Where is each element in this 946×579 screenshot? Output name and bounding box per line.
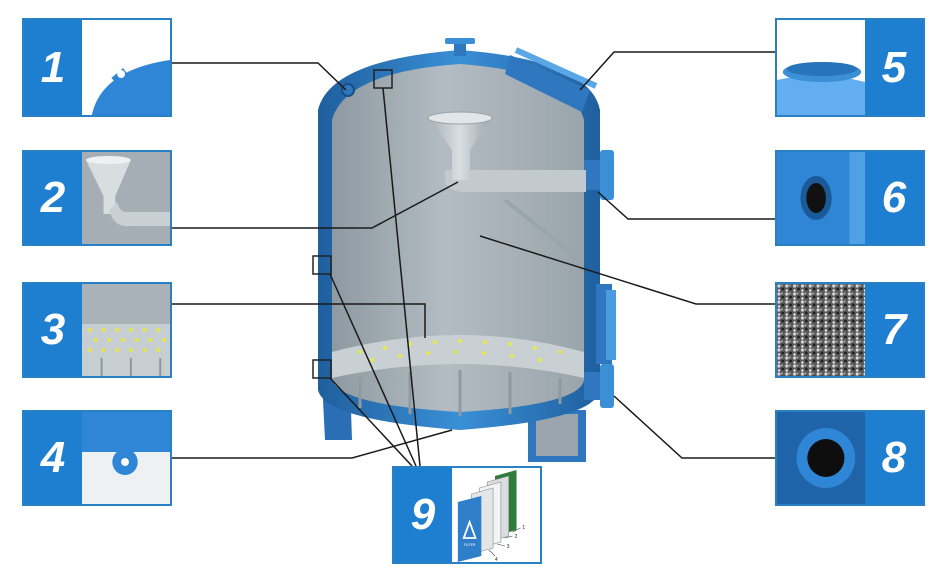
callout-1: [22, 18, 172, 117]
callout-image-outlet-flange: [777, 412, 865, 504]
callout-7: [775, 282, 925, 378]
callout-number-2: 2: [24, 152, 82, 244]
callout-8: [775, 410, 925, 506]
callout-image-filter-media: [777, 284, 865, 376]
leader-line-6: [598, 192, 775, 219]
callout-image-filter-layers: [452, 468, 540, 562]
layer-number-3: 3: [506, 544, 510, 551]
callout-image-top-manhole: [777, 20, 865, 115]
layer-number-2: 2: [514, 534, 518, 541]
callout-4: [22, 410, 172, 506]
callout-number-8: 8: [865, 412, 923, 504]
callout-2: [22, 150, 172, 246]
callout-image-bottom-flange: [82, 412, 170, 504]
callout-number-7: 7: [865, 284, 923, 376]
leader-line-1: [172, 63, 346, 90]
callout-image-nozzle-plate: [82, 284, 170, 376]
callout-number-6: 6: [865, 152, 923, 244]
callout-number-1: 1: [24, 20, 82, 115]
layers-logo-text: FILTER: [463, 542, 476, 548]
side-manhole: [596, 284, 616, 364]
layer-number-4: 4: [495, 557, 498, 562]
callout-number-9: 9: [394, 468, 452, 562]
leader-line-8: [614, 396, 775, 458]
leader-line-5: [580, 52, 775, 90]
layer-number-1: 1: [522, 525, 526, 532]
callout-image-lifting-lug: [82, 20, 170, 115]
lifting-lug: [342, 84, 354, 96]
callout-image-side-nozzle: [777, 152, 865, 244]
callout-5: [775, 18, 925, 117]
callout-9: [392, 466, 542, 564]
callout-number-4: 4: [24, 412, 82, 504]
callout-number-3: 3: [24, 284, 82, 376]
callout-number-5: 5: [865, 20, 923, 115]
callout-3: [22, 282, 172, 378]
callout-image-funnel: [82, 152, 170, 244]
callout-6: [775, 150, 925, 246]
